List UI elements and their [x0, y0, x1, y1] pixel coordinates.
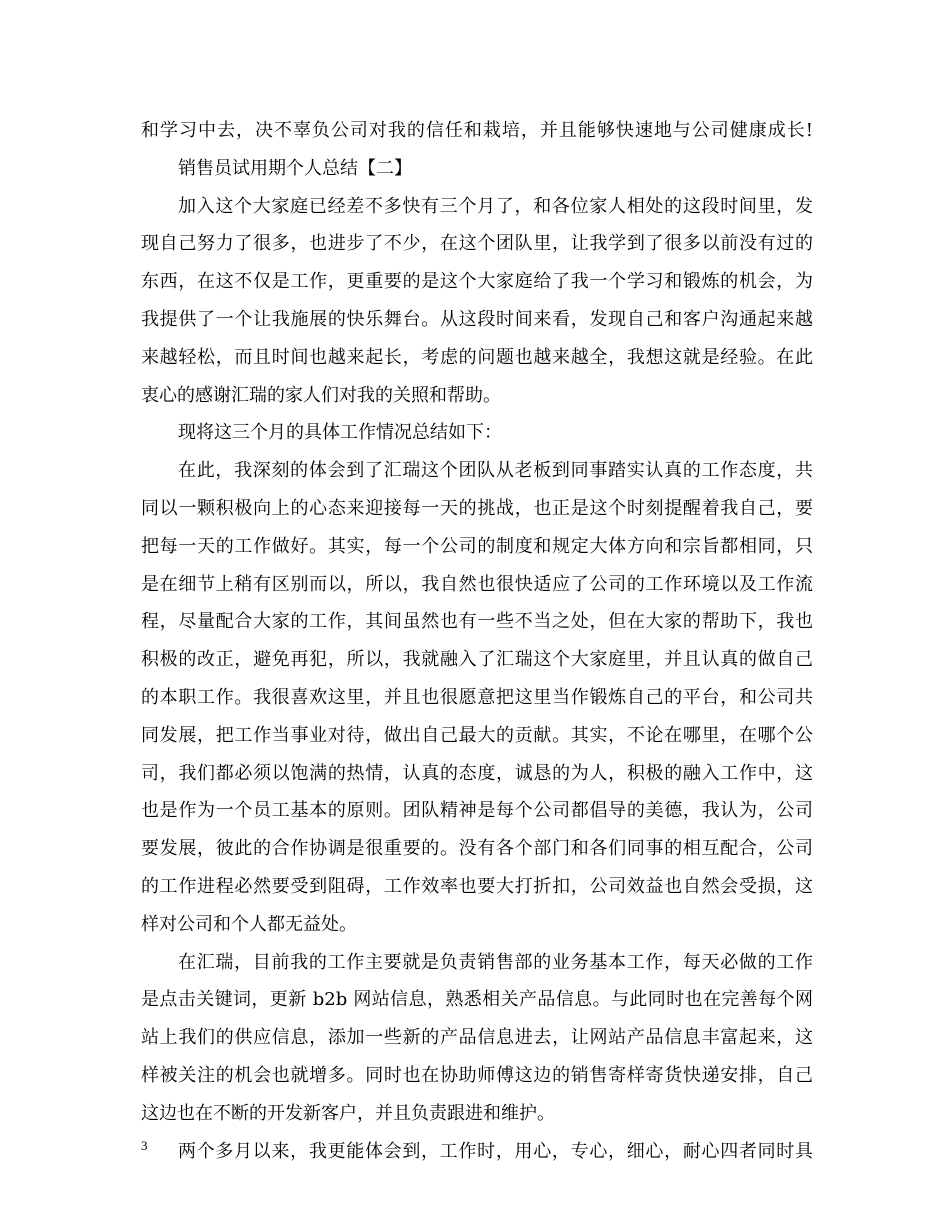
section-heading: 销售员试用期个人总结【二】: [178, 157, 412, 179]
text-line: 是点击关键词，更新 b2b 网站信息，熟悉相关产品信息。与此同时也在完善每个网: [141, 989, 813, 1011]
paragraph-last-line: 这边也在不断的开发新客户，并且负责跟进和维护。: [141, 1102, 555, 1124]
text-line: 也是作为一个员工基本的原则。团队精神是每个公司都倡导的美德，我认为，公司: [141, 800, 813, 822]
text-line: 和学习中去，决不辜负公司对我的信任和栽培，并且能够快速地与公司健康成长!: [141, 120, 813, 141]
text-line: 站上我们的供应信息，添加一些新的产品信息进去，让网站产品信息丰富起来，这: [141, 1027, 813, 1049]
text-line: 的本职工作。我很喜欢这里，并且也很愿意把这里当作锻炼自己的平台，和公司共: [141, 686, 813, 708]
paragraph-first-line: 在汇瑞，目前我的工作主要就是负责销售部的业务基本工作，每天必做的工作: [178, 951, 813, 973]
paragraph-first-line: 在此，我深刻的体会到了汇瑞这个团队从老板到同事踏实认真的工作态度，共: [178, 460, 813, 482]
text-line: 样被关注的机会也就增多。同时也在协助师傅这边的销售寄样寄货快递安排，自己: [141, 1064, 813, 1086]
text-line: 我提供了一个让我施展的快乐舞台。从这段时间来看，发现自己和客户沟通起来越: [141, 308, 813, 330]
text-line: 来越轻松，而且时间也越来起长，考虑的问题也越来越全，我想这就是经验。在此: [141, 346, 813, 368]
paragraph-first-line: 两个多月以来，我更能体会到，工作时，用心，专心，细心，耐心四者同时具: [178, 1140, 813, 1162]
document-body: [141, 112, 813, 1170]
text-line: 司，我们都必须以饱满的热情，认真的态度，诚恳的为人，积极的融入工作中，这: [141, 762, 813, 784]
text-line: 是在细节上稍有区别而以，所以，我自然也很快适应了公司的工作环境以及工作流: [141, 573, 813, 595]
text-line: 积极的改正，避免再犯，所以，我就融入了汇瑞这个大家庭里，并且认真的做自己: [141, 649, 813, 671]
text-line: 要发展，彼此的合作协调是很重要的。没有各个部门和各们同事的相互配合，公司: [141, 838, 813, 860]
text-line: 同发展，把工作当事业对待，做出自己最大的贡献。其实，不论在哪里，在哪个公: [141, 724, 813, 746]
paragraph-last-line: 衷心的感谢汇瑞的家人们对我的关照和帮助。: [141, 384, 501, 406]
text-line: 同以一颗积极向上的心态来迎接每一天的挑战，也正是这个时刻提醒着我自己，要: [141, 497, 813, 519]
text-line: 把每一天的工作做好。其实，每一个公司的制度和规定大体方向和宗旨都相同，只: [141, 535, 813, 557]
text-line: 现将这三个月的具体工作情况总结如下：: [178, 422, 502, 444]
text-line: 现自己努力了很多，也进步了不少，在这个团队里，让我学到了很多以前没有过的: [141, 233, 813, 255]
paragraph-last-line: 样对公司和个人都无益处。: [141, 913, 357, 935]
page-number: 3: [141, 1138, 148, 1153]
paragraph-first-line: 加入这个大家庭已经差不多快有三个月了，和各位家人相处的这段时间里，发: [178, 195, 813, 217]
text-line: 的工作进程必然要受到阻碍，工作效率也要大打折扣，公司效益也自然会受损，这: [141, 875, 813, 897]
text-line: 东西，在这不仅是工作，更重要的是这个大家庭给了我一个学习和锻炼的机会，为: [141, 271, 813, 293]
text-line: 程，尽量配合大家的工作，其间虽然也有一些不当之处，但在大家的帮助下，我也: [141, 611, 813, 633]
